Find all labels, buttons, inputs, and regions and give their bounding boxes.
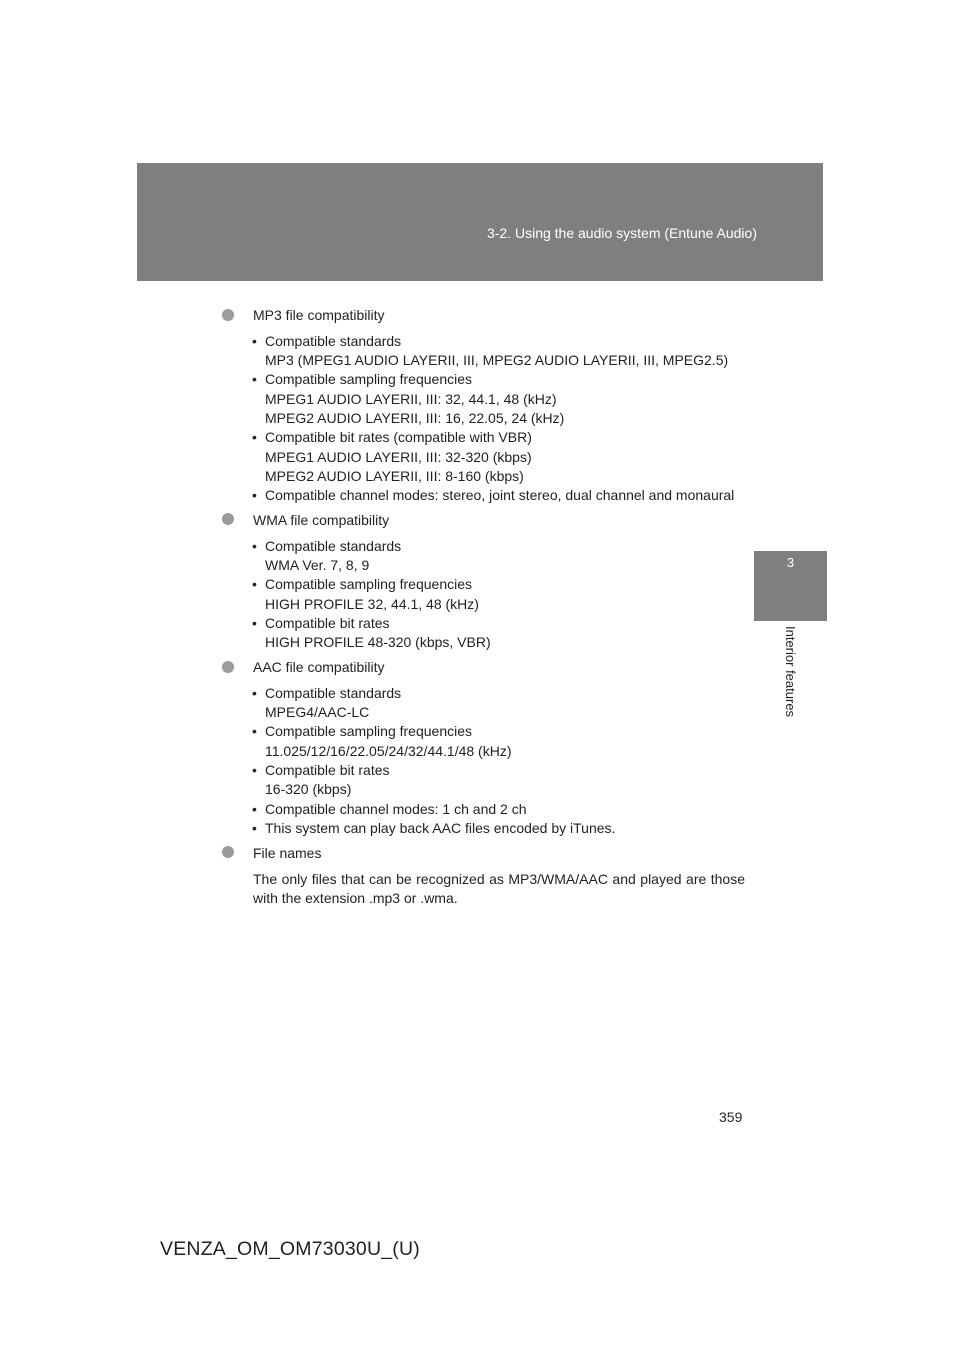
item-value: HIGH PROFILE 32, 44.1, 48 (kHz) — [265, 595, 479, 612]
section — [222, 306, 745, 505]
item-value: HIGH PROFILE 48-320 (kbps, VBR) — [265, 634, 491, 651]
bullet-circle-icon — [222, 513, 234, 525]
bullet-dot-icon: • — [252, 537, 257, 554]
item-label: Compatible sampling frequencies — [265, 576, 472, 593]
bullet-circle-icon — [222, 661, 234, 673]
section-title: 3-2. Using the audio system (Entune Audio) — [486, 225, 757, 241]
item-value: MPEG1 AUDIO LAYERII, III: 32, 44.1, 48 (kHz) — [265, 390, 557, 407]
section — [222, 658, 745, 838]
section-heading-text: WMA file compatibility — [253, 511, 390, 528]
page-number: 359 — [719, 1109, 743, 1125]
item-label: Compatible standards — [265, 537, 402, 554]
section — [222, 511, 745, 653]
list-item — [222, 428, 745, 486]
item-value: MPEG1 AUDIO LAYERII, III: 32-320 (kbps) — [265, 448, 532, 465]
main-content — [222, 306, 745, 914]
section-heading — [222, 844, 745, 863]
item-label: Compatible bit rates — [265, 614, 390, 631]
bullet-dot-icon: • — [252, 800, 257, 817]
bullet-circle-icon — [222, 309, 234, 321]
section-heading-text: File names — [253, 844, 322, 861]
list-item — [222, 722, 745, 761]
item-value: 11.025/12/16/22.05/24/32/44.1/48 (kHz) — [265, 742, 512, 759]
document-code: VENZA_OM_OM73030U_(U) — [160, 1238, 420, 1260]
item-value: MPEG2 AUDIO LAYERII, III: 16, 22.05, 24 (kHz) — [265, 409, 565, 426]
section-heading — [222, 658, 745, 677]
bullet-dot-icon: • — [252, 684, 257, 701]
section-heading — [222, 306, 745, 325]
bullet-dot-icon: • — [252, 762, 257, 779]
section-heading-text: MP3 file compatibility — [253, 307, 385, 323]
bullet-circle-icon — [222, 846, 234, 858]
bullet-dot-icon: • — [252, 332, 257, 349]
item-value: MPEG2 AUDIO LAYERII, III: 8-160 (kbps) — [265, 467, 524, 484]
item-label: Compatible standards — [265, 684, 402, 701]
item-value: MP3 (MPEG1 AUDIO LAYERII, III, MPEG2 AUDIO LAYERII, III, MPEG2.5) — [265, 352, 729, 369]
list-item — [222, 370, 745, 428]
list-item — [222, 486, 745, 505]
bullet-dot-icon: • — [252, 429, 257, 446]
item-value: MPEG4/AAC-LC — [265, 704, 370, 721]
bullet-dot-icon: • — [252, 487, 257, 504]
section-heading — [222, 511, 745, 530]
list-item — [222, 537, 745, 576]
bullet-dot-icon: • — [252, 576, 257, 593]
item-label: Compatible bit rates (compatible with VBR) — [265, 429, 532, 446]
bullet-dot-icon: • — [252, 723, 257, 740]
header-band — [137, 163, 823, 281]
chapter-label: Interior features — [783, 626, 798, 718]
list-item — [222, 684, 745, 723]
bullet-dot-icon: • — [252, 371, 257, 388]
item-label: Compatible sampling frequencies — [265, 371, 472, 388]
list-item — [222, 819, 745, 838]
list-item — [222, 800, 745, 819]
item-label: Compatible bit rates — [265, 762, 390, 779]
item-label: Compatible channel modes: 1 ch and 2 ch — [265, 800, 527, 817]
paragraph: The only files that can be recognized as MP3/WMA/AAC and played are those with the extension .mp3 or .wma. — [253, 870, 745, 906]
item-label: This system can play back AAC files encoded by iTunes. — [265, 819, 616, 836]
item-label: Compatible channel modes: stereo, joint stereo, dual channel and monaural — [265, 487, 735, 504]
list-item — [222, 332, 745, 371]
bullet-dot-icon: • — [252, 614, 257, 631]
list-item — [222, 614, 745, 653]
section — [222, 844, 745, 908]
chapter-number: 3 — [786, 555, 795, 570]
bullet-dot-icon: • — [252, 819, 257, 836]
chapter-tab — [754, 551, 827, 621]
list-item — [222, 575, 745, 614]
item-label: Compatible standards — [265, 332, 402, 349]
item-label: Compatible sampling frequencies — [265, 723, 472, 740]
item-value: 16-320 (kbps) — [265, 781, 352, 798]
list-item — [222, 761, 745, 800]
item-value: WMA Ver. 7, 8, 9 — [265, 557, 370, 574]
section-heading-text: AAC file compatibility — [253, 659, 385, 676]
